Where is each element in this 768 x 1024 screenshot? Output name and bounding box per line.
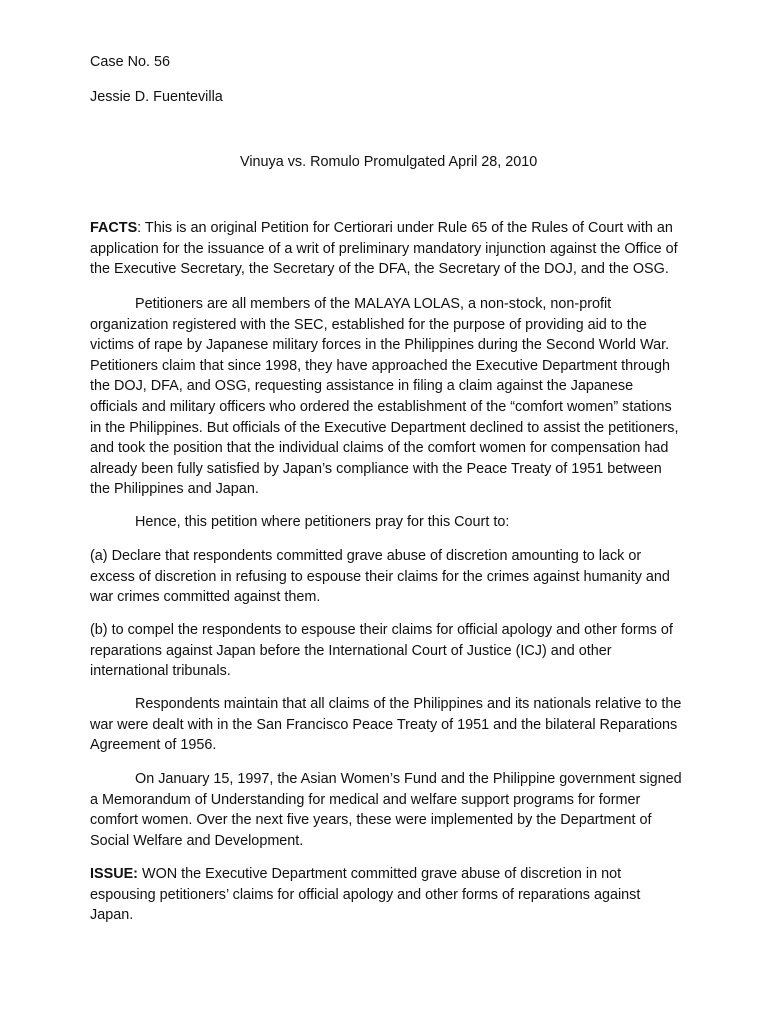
author-name: Jessie D. Fuentevilla: [90, 89, 223, 105]
case-title: Vinuya vs. Romulo Promulgated April 28, 2010: [240, 154, 538, 170]
petitioners-paragraph: Petitioners are all members of the MALAYA LOLAS, a non-stock, non-profit organization registered with the SEC, established for the purpose of providing aid to the victims of rape by Japanese military forces in the Philippines during the Second World War. Petitioners claim that since 1998, they have approached the Executive Department through the DOJ, DFA, and OSG, requesting assistance in filing a claim against the Japanese officials and military officers who ordered the establishment of the “comfort women” stations in the Philippines. But officials of the Executive Department declined to assist the petitioners, and took the position that the individual claims of the comfort women for compensation had already been fully satisfied by Japan’s compliance with the Peace Treaty of 1951 between the Philippines and Japan.: [90, 296, 679, 498]
issue-label: ISSUE:: [90, 866, 138, 882]
facts-label: FACTS: [90, 220, 138, 236]
hence-paragraph: Hence, this petition where petitioners pray for this Court to:: [135, 514, 510, 530]
respondents-paragraph: Respondents maintain that all claims of the Philippines and its nationals relative to the war were dealt with in the San Francisco Peace Treaty of 1951 and the bilateral Reparations Agreement of 1956.: [90, 696, 682, 754]
facts-paragraph: [90, 218, 720, 280]
memorandum-paragraph: On January 15, 1997, the Asian Women’s Fund and the Philippine government signed a Memorandum of Understanding for medical and welfare support programs for former comfort women. Over the next five years, these were implemented by the Department of Social Welfare and Development.: [90, 771, 682, 849]
issue-text: WON the Executive Department committed grave abuse of discretion in not espousing petitioners’ claims for official apology and other forms of reparations against Japan.: [90, 866, 641, 924]
issue-paragraph: [90, 864, 720, 926]
facts-text: : This is an original Petition for Certiorari under Rule 65 of the Rules of Court with an application for the issuance of a writ of preliminary mandatory injunction against the Office of the Executive Secretary, the Secretary of the DFA, the Secretary of the DOJ, and the OSG.: [90, 220, 678, 278]
prayer-item-b: (b) to compel the respondents to espouse their claims for official apology and other forms of reparations against Japan before the International Court of Justice (ICJ) and other international tribunals.: [90, 622, 673, 680]
case-number: Case No. 56: [90, 54, 170, 70]
prayer-item-a: (a) Declare that respondents committed grave abuse of discretion amounting to lack or excess of discretion in refusing to espouse their claims for the crimes against humanity and war crimes committed against them.: [90, 548, 670, 606]
